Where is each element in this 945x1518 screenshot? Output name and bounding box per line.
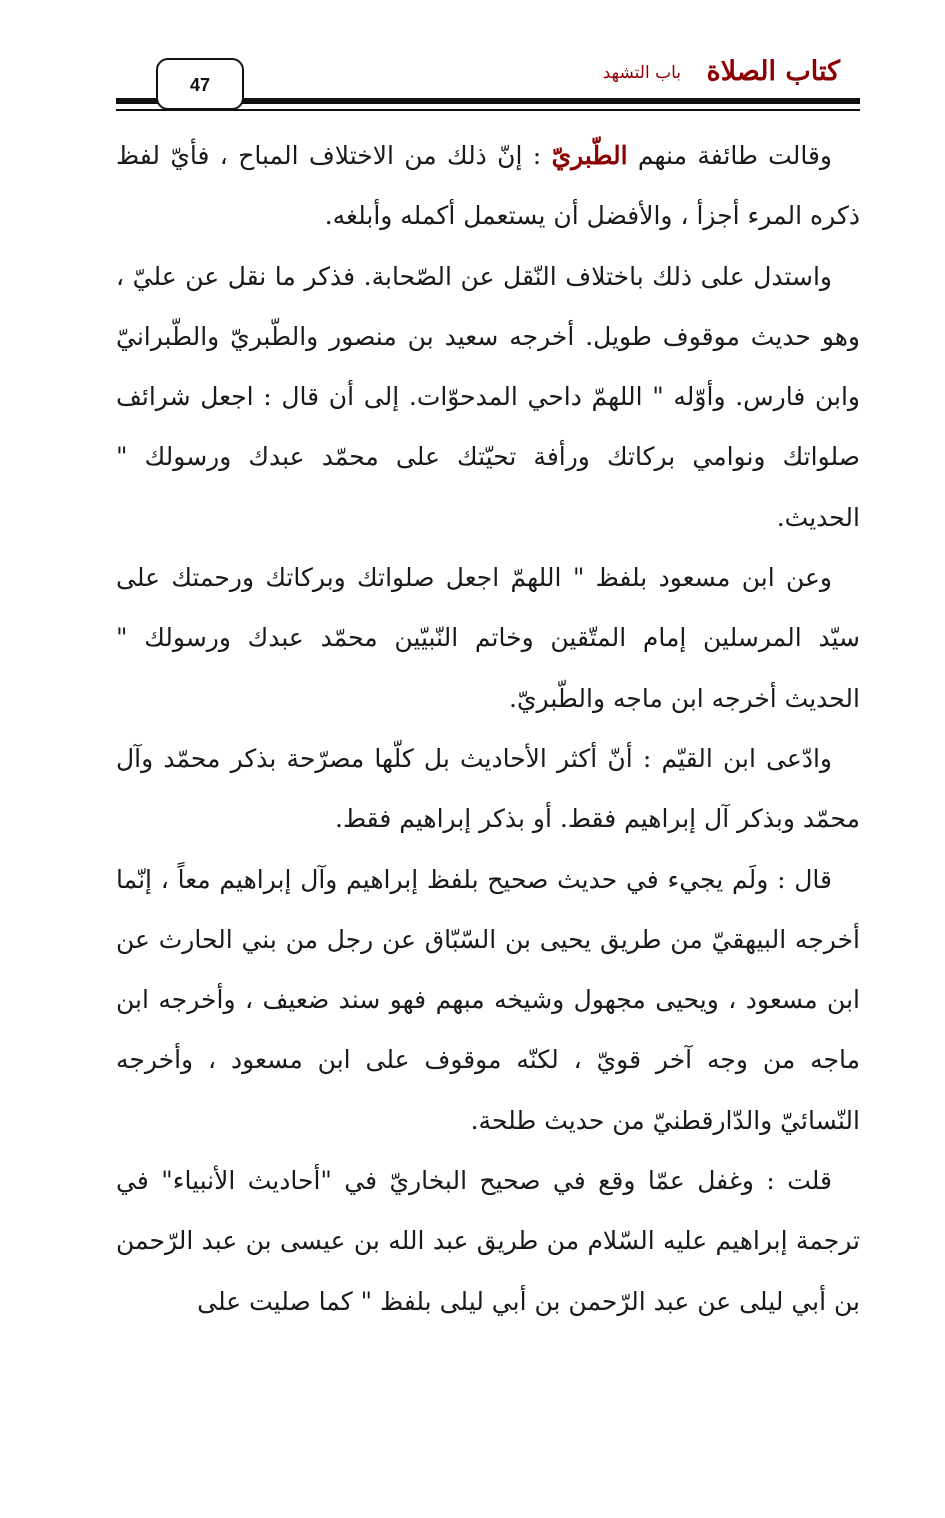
chapter-title: باب التشهد	[602, 63, 681, 83]
paragraph-1	[116, 126, 860, 247]
page-body	[116, 126, 860, 1332]
paragraph-1-rest: : إنّ ذلك من الاختلاف المباح ، فأيّ لفظ ذكره المرء أجزأ ، والأفضل أن يستعمل أكمله وأبلغه.	[116, 141, 860, 231]
page-number-badge	[156, 58, 244, 110]
highlighted-name: الطّبريّ	[551, 141, 628, 170]
paragraph-4: وادّعى ابن القيّم : أنّ أكثر الأحاديث بل كلّها مصرّحة بذكر محمّد وآل محمّد وبذكر آل إبراهيم فقط. أو بذكر إبراهيم فقط.	[116, 743, 860, 834]
paragraph-5: قال : ولَم يجيء في حديث صحيح بلفظ إبراهيم وآل إبراهيم معاً ، إنّما أخرجه البيهقيّ من طريق يحيى بن السّبّاق عن رجل من بني الحارث عن ابن مسعود ، ويحيى مجهول وشيخه مبهم فهو سند ضعيف ، وأخرجه ابن ماجه من وجه آخر قويّ ، لكنّه موقوف على ابن مسعود ، وأخرجه النّسائيّ والدّارقطنيّ من حديث طلحة.	[116, 864, 860, 1135]
paragraph-1-lead: وقالت طائفة منهم	[637, 141, 832, 170]
page-number: 47	[189, 75, 211, 95]
page-header	[0, 0, 945, 120]
paragraph-6: قلت : وغفل عمّا وقع في صحيح البخاريّ في "أحاديث الأنبياء" في ترجمة إبراهيم عليه السّلام من طريق عبد الله بن عيسى بن عبد الرّحمن بن أبي ليلى عن عبد الرّحمن بن أبي ليلى بلفظ " كما صليت على	[116, 1166, 860, 1316]
book-title: كتاب الصلاة	[706, 56, 840, 87]
paragraph-3: وعن ابن مسعود بلفظ " اللهمّ اجعل صلواتك وبركاتك ورحمتك على سيّد المرسلين إمام المتّقين وخاتم النّبيّين محمّد عبدك ورسولك " الحديث أخرجه ابن ماجه والطّبريّ.	[116, 563, 860, 713]
paragraph-2: واستدل على ذلك باختلاف النّقل عن الصّحابة. فذكر ما نقل عن عليّ ، وهو حديث موقوف طويل. أخرجه سعيد بن منصور والطّبريّ والطّبرانيّ وابن فارس. وأوّله " اللهمّ داحي المدحوّات. إلى أن قال : اجعل شرائف صلواتك ونوامي بركاتك ورأفة تحيّتك على محمّد عبدك ورسولك " الحديث.	[116, 261, 860, 532]
